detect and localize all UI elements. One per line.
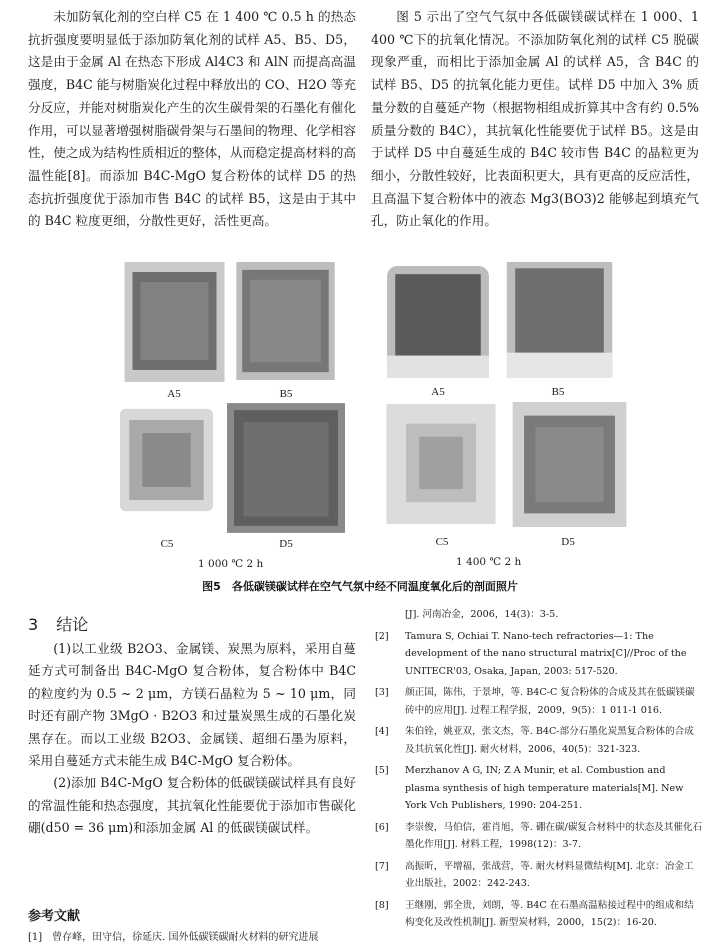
sample-label: A5 (167, 388, 181, 400)
sample-photo-b5-1400 (503, 262, 616, 378)
reference-item-1: [1] 曾存峰，田守信，徐延庆. 国外低碳镁碳耐火材料的研究进展 (28, 932, 319, 943)
sample-label: D5 (561, 536, 575, 548)
reference-item: [3] 颜正国，陈伟，于景坤，等. B4C-C 复合粉体的合成及其在低碳镁碳砖中的应用[J]. 过程工程学报，2009，9(5)：1 011-1 016. (375, 687, 695, 716)
sample-photo-a5-1400 (384, 266, 492, 378)
references-heading: 参考文献 (28, 909, 81, 924)
reference-list (371, 606, 703, 936)
sample-photo-d5-1400 (511, 402, 628, 527)
conclusions (28, 638, 356, 840)
reference-item: [8] 王继刚，郭全贵，刘朗，等. B4C 在石墨高温粘接过程中的组成和结构变化及改性机制[J]. 新型炭材料，2000，15(2)：16-20. (375, 899, 694, 928)
figure-5 (0, 258, 720, 608)
reference-item: [7] 高振昕，平增福，张战营，等. 耐火材料显微结构[M]. 北京：冶金工业出版社，2002：242-243. (375, 860, 694, 889)
sample-photo-d5-1000 (227, 403, 345, 533)
body-paragraph: 图 5 示出了空气气氛中各低碳镁碳试样在 1 000、1 400 ℃下的抗氧化情况。不添加防氧化剂的试样 C5 脱碳现象严重，而相比于添加金属 Al 的试样 A5，含 B4C 的试样 B5、D5 的抗氧化能力更佳。试样 D5 中加入 3% 质量分数的自蔓延产物（根据物相组成折算其中含有约 0.5% 质量分数的 B4C），其抗氧化性能要优于试样 B5。这是由于试样 D5 中自蔓延生成的 B4C 较市售 B4C 的晶粒更为细小，分散性较好，比表面积更大，具有更高的反应活性，且高温下复合粉体中的液态 Mg3(BO3)2 能够起到填充气孔，防止氧化的作用。 (371, 9, 699, 229)
reference-item: [2] Tamura S, Ochiai T. Nano-tech refractories—1: The development of the nano structural matrix[C]//Proc of the UNITECR'03, Osaka, Japan, 2003: 517-520. (375, 630, 687, 677)
sample-photo-c5-1000 (120, 408, 213, 512)
sample-photo-a5-1000 (123, 262, 226, 382)
section-number: 3 (28, 615, 39, 634)
sample-photo-c5-1400 (386, 404, 496, 524)
section-title: 结论 (56, 615, 89, 634)
sample-label: B5 (279, 388, 293, 400)
sample-label: D5 (279, 538, 293, 550)
sample-label: A5 (431, 386, 445, 398)
sample-photo-b5-1000 (232, 262, 339, 380)
sample-label: C5 (435, 536, 449, 548)
conclusion-item: (1)以工业级 B2O3、金属镁、炭黑为原料，采用自蔓延方式可制备出 B4C-MgO 复合粉体，复合粉体中 B4C 的粒度约为 0.5 ~ 2 μm，方镁石晶粒为 5 ~ 10 μm，同时还有副产物 3MgO · B2O3 和过量炭黑生成的石墨化炭黑存在。而以工业级 B2O3、金属镁、超细石墨为原料，采用自蔓延方式未能生成 B4C-MgO 复合粉体。 (28, 641, 356, 769)
reference-item: [4] 朱伯铨，姚亚双，张文杰，等. B4C-部分石墨化炭黑复合粉体的合成及其抗氧化性[J]. 耐火材料，2006，40(5)：321-323. (375, 726, 694, 755)
temperature-label: 1 000 ℃ 2 h (198, 558, 264, 570)
section-heading (28, 612, 106, 635)
sample-label: B5 (551, 386, 565, 398)
conclusion-item: (2)添加 B4C-MgO 复合粉体的低碳镁碳试样具有良好的常温性能和热态强度，其抗氧化性能要优于添加市售碳化硼(d50 = 36 μm)和添加金属 Al 的低碳镁碳试样。 (28, 775, 356, 836)
figure-caption: 图5 各低碳镁碳试样在空气气氛中经不同温度氧化后的剖面照片 (202, 580, 518, 593)
right-column (371, 6, 699, 233)
body-paragraph: 未加防氧化剂的空白样 C5 在 1 400 ℃ 0.5 h 的热态抗折强度要明显低于添加防氧化剂的试样 A5、B5、D5，这是由于金属 Al 在热态下形成 Al4C3 和 AlN 而提高高温强度，B4C 能与树脂炭化过程中释放出的 CO、H2O 等充分反应，并能对树脂炭化产生的次生碳骨架的石墨化有催化作用，可以显著增强树脂碳骨架与石墨间的物理、化学相容性，使之成为结构性质相近的整体，从而稳定提高材料的高温性能[8]。而添加 B4C-MgO 复合粉体的试样 D5 的热态抗折强度优于添加市售 B4C 的试样 B5，这是由于其中的 B4C 粒度更细，分散性更好，活性更高。 (28, 9, 356, 229)
left-column (28, 6, 356, 233)
reference-item: [J]. 河南冶金，2006，14(3)：3-5. (405, 609, 559, 620)
sample-label: C5 (160, 538, 174, 550)
temperature-label: 1 400 ℃ 2 h (456, 556, 522, 568)
reference-item: [6] 李崇俊，马伯信，霍肖旭，等. 硼在碳/碳复合材料中的状态及其催化石墨化作用[J]. 材料工程，1998(12)：3-7. (375, 821, 703, 850)
reference-item: [5] Merzhanov A G, IN; Z A Munir, et al. Combustion and plasma synthesis of high temperature materials[M]. New York Vch Publishers, 1990: 204-251. (375, 765, 684, 811)
